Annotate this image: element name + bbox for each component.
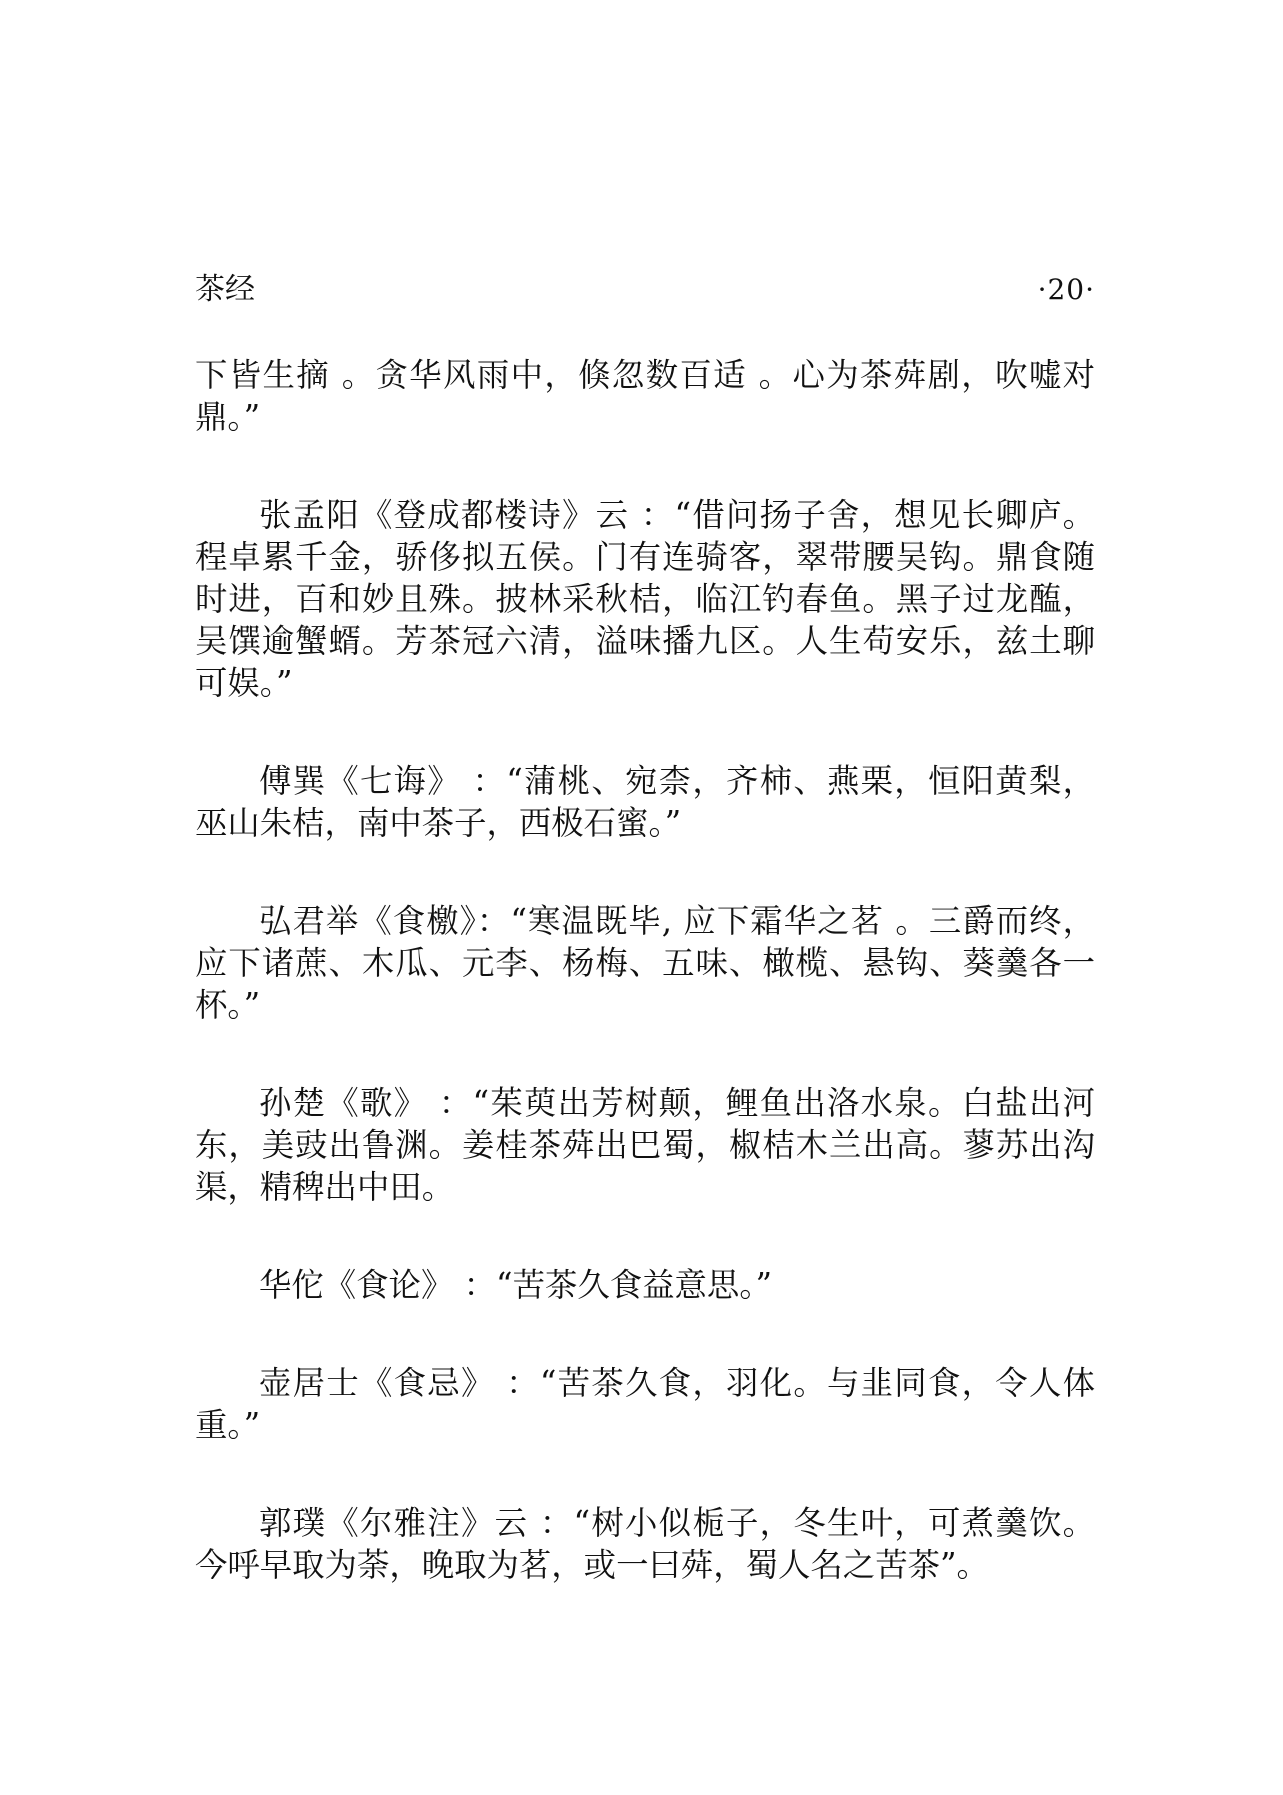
paragraph-hong-junju: 弘君举《食檄》：“寒温既毕, 应下霜华之茗 。三爵而终，应下诸蔗、木瓜、元李、杨梅、五味、橄榄、悬钩、葵羹各一杯。” — [195, 902, 1095, 1024]
book-title: 茶经 — [195, 272, 255, 307]
paragraph-guo-pu: 郭璞《尔雅注》云 ：“树小似栀子，冬生叶，可煮羹饮。今呼早取为荼，晚取为茗，或一曰荈，蜀人名之苦茶”。 — [195, 1504, 1095, 1584]
paragraph-fu-xun: 傅巽《七诲》 ：“蒲桃、宛柰，齐柿、燕栗，恒阳黄梨，巫山朱桔，南中茶子，西极石蜜。” — [195, 762, 1095, 842]
paragraph-zhang-mengyang: 张孟阳《登成都楼诗》云 ：“借问扬子舍，想见长卿庐。程卓累千金，骄侈拟五侯。门有连骑客，翠带腰吴钩。鼎食随时进，百和妙且殊。披林采秋桔，临江钓春鱼。黑子过龙醢，吴馔逾蟹蝑。芳茶冠六清，溢味播九区。人生苟安乐，兹土聊可娱。” — [195, 496, 1095, 702]
paragraph-hu-jushi: 壶居士《食忌》 ：“苦茶久食，羽化。与韭同食，令人体重。” — [195, 1364, 1095, 1444]
running-header — [195, 268, 1095, 312]
paragraph-continuation: 下皆生摘 。贪华风雨中，倏忽数百适 。心为茶荈剧，吹嘘对鼎。” — [195, 356, 1095, 436]
page-body — [195, 354, 1095, 1586]
page-number: ·20· — [1037, 273, 1095, 306]
paragraph-hua-tuo: 华佗《食论》 ：“苦茶久食益意思。” — [259, 1266, 773, 1304]
paragraph-sun-chu: 孙楚《歌》 ：“茱萸出芳树颠，鲤鱼出洛水泉。白盐出河东，美豉出鲁渊。姜桂茶荈出巴蜀，椒桔木兰出高。蓼苏出沟渠，精稗出中田。 — [195, 1084, 1095, 1206]
